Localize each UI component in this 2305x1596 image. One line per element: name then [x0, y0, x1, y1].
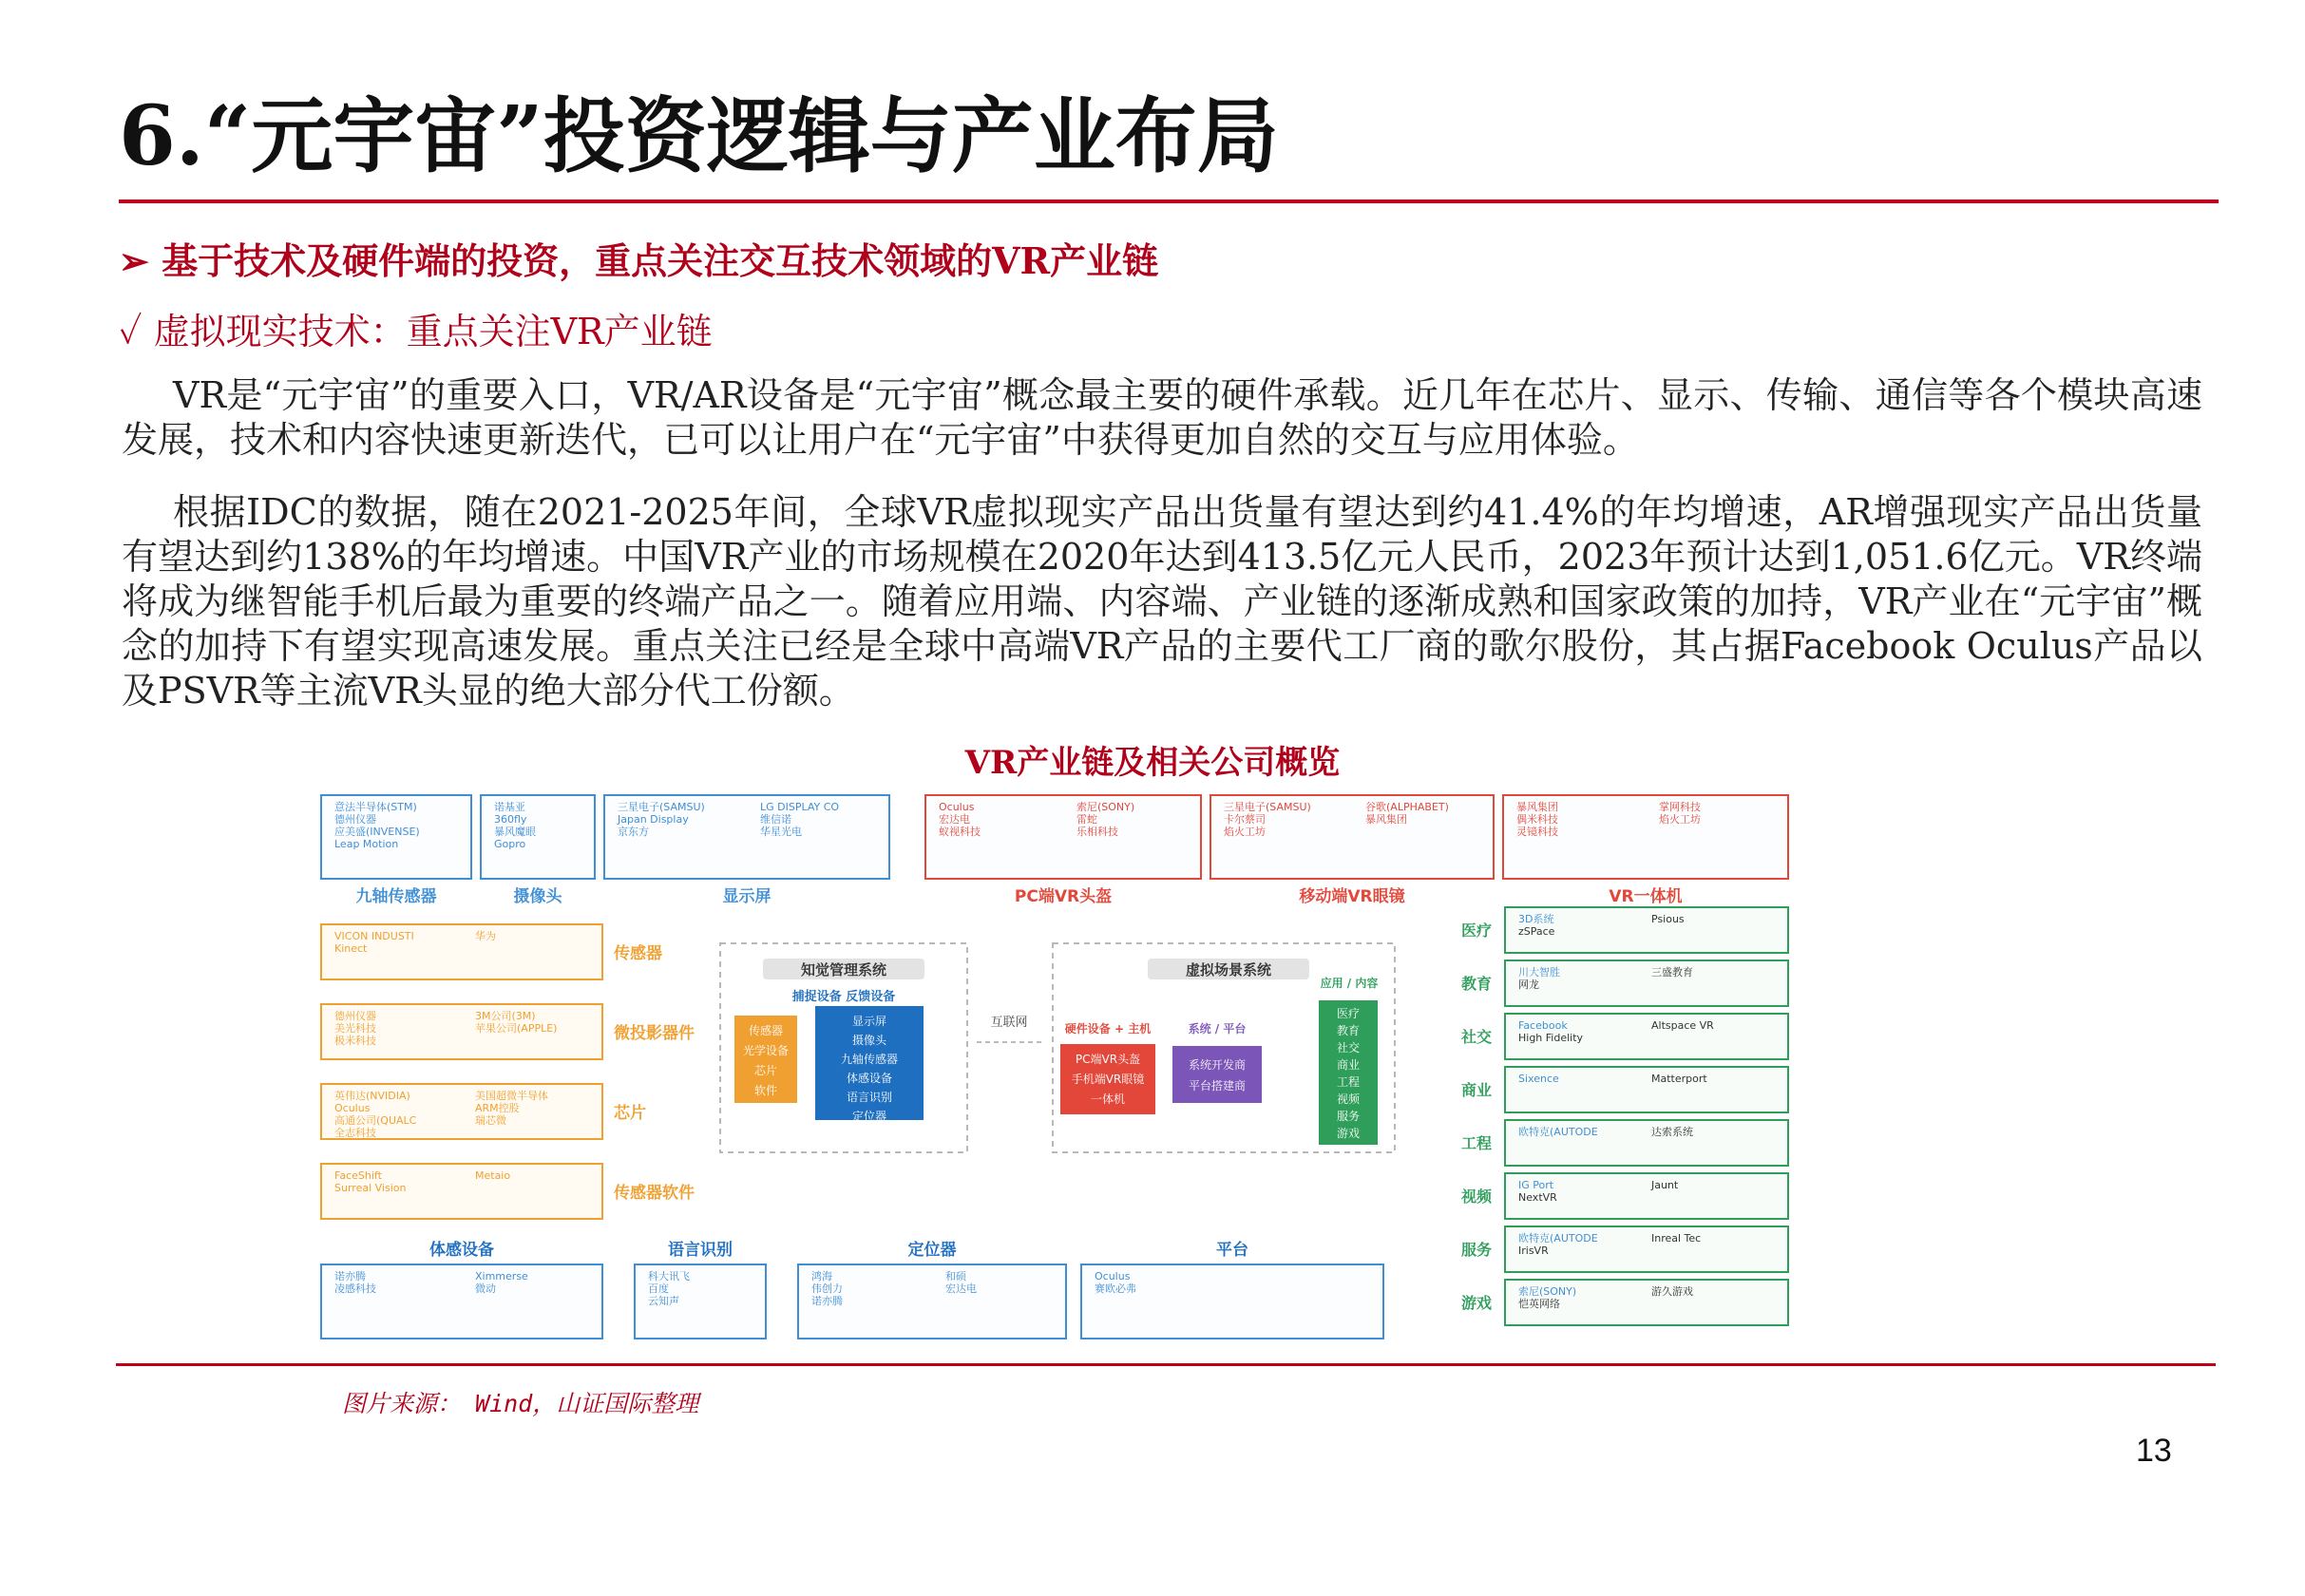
- bottom-box-label: 语言识别: [668, 1241, 733, 1260]
- top-box-item: 三星电子(SAMSU): [1224, 801, 1311, 813]
- left-box-item: ARM控股: [475, 1102, 520, 1114]
- perception-blue-item: 体感设备: [846, 1072, 893, 1085]
- bottom-box-item: 百度: [648, 1282, 669, 1295]
- right-row-item: Jaunt: [1651, 1179, 1679, 1191]
- virtual-green-block: [1319, 1000, 1378, 1145]
- right-row-item: 达索系统: [1651, 1126, 1693, 1138]
- left-box-label: 芯片: [614, 1104, 646, 1123]
- virtual-red-item: 手机端VR眼镜: [1071, 1073, 1145, 1086]
- right-row-item: 索尼(SONY): [1518, 1285, 1577, 1298]
- top-box-item: 焰火工坊: [1659, 813, 1701, 826]
- virtual-green-item: 视频: [1336, 1092, 1361, 1106]
- perception-blue-item: 语言识别: [846, 1091, 893, 1104]
- bottom-box-label: 平台: [1216, 1241, 1248, 1260]
- perception-orange-item: 芯片: [753, 1064, 778, 1077]
- bottom-box-item: 凌感科技: [334, 1282, 376, 1295]
- top-box-label: PC端VR头盔: [1014, 887, 1113, 906]
- right-row-label: 游戏: [1460, 1294, 1492, 1312]
- right-row-item: Facebook: [1518, 1019, 1568, 1032]
- top-box-item: 索尼(SONY): [1076, 801, 1135, 813]
- top-box-item: 焰火工坊: [1224, 826, 1266, 838]
- bottom-box-item: 诺亦腾: [334, 1270, 366, 1282]
- top-box-item: 诺基亚: [494, 801, 525, 813]
- virtual-red-item: PC端VR头盔: [1075, 1053, 1141, 1066]
- section-heading: ➢ 基于技术及硬件端的投资，重点关注交互技术领域的VR产业链: [119, 239, 1159, 282]
- right-row-item: 游久游戏: [1651, 1285, 1693, 1298]
- top-box-label: 移动端VR眼镜: [1299, 887, 1405, 906]
- figure-divider: [116, 1363, 2216, 1366]
- bottom-box-item: 和硕: [945, 1270, 966, 1282]
- virtual-label: 虚拟场景系统: [1185, 961, 1272, 978]
- left-box-item: 英伟达(NVIDIA): [334, 1090, 410, 1102]
- bottom-box-item: 宏达电: [945, 1282, 977, 1295]
- right-row-item: 3D系统: [1518, 913, 1554, 925]
- right-row-item: Sixence: [1518, 1073, 1559, 1085]
- top-box-item: 宏达电: [939, 813, 970, 826]
- bottom-box-item: 鸿海: [811, 1270, 832, 1282]
- bottom-box-item: 伟创力: [811, 1282, 843, 1295]
- virtual-red-item: 一体机: [1090, 1092, 1126, 1106]
- virtual-green-item: 社交: [1336, 1041, 1361, 1054]
- top-box-item: LG DISPLAY CO: [760, 801, 840, 813]
- right-row-label: 医疗: [1460, 922, 1492, 940]
- left-box-item: Metaio: [475, 1169, 511, 1182]
- left-box-label: 传感器: [614, 944, 662, 963]
- top-box-item: Japan Display: [618, 813, 689, 826]
- right-row-item: IrisVR: [1518, 1244, 1549, 1257]
- bottom-box-label: 定位器: [907, 1241, 957, 1260]
- perception-blue-item: 显示屏: [851, 1015, 887, 1028]
- perception-blue-item: 九轴传感器: [840, 1053, 899, 1066]
- left-box-item: VICON INDUSTI: [334, 930, 414, 942]
- left-box-label: 传感器软件: [614, 1184, 695, 1203]
- virtual-purple-item: 平台搭建商: [1188, 1079, 1247, 1092]
- right-row-item: 三盛教育: [1651, 966, 1693, 978]
- top-box-item: 灵镜科技: [1516, 826, 1558, 838]
- virtual-purple-block: [1172, 1046, 1262, 1103]
- top-box-item: Oculus: [939, 801, 975, 813]
- left-box-label: 微投影器件: [614, 1024, 695, 1043]
- bottom-box-item: Oculus: [1095, 1270, 1131, 1282]
- right-row-item: Inreal Tec: [1651, 1232, 1702, 1244]
- right-row-item: 网龙: [1518, 978, 1539, 991]
- top-box-label: 九轴传感器: [355, 887, 437, 906]
- top-box-item: 蚁视科技: [939, 826, 981, 838]
- right-row-item: 欧特克(AUTODE: [1518, 1232, 1598, 1244]
- right-row-label: 视频: [1460, 1188, 1492, 1206]
- top-box-item: 三星电子(SAMSU): [618, 801, 705, 813]
- top-box-item: 卡尔蔡司: [1224, 813, 1266, 826]
- right-row-item: NextVR: [1518, 1191, 1557, 1204]
- right-row-item: Altspace VR: [1651, 1019, 1714, 1032]
- right-row-item: 恺英网络: [1518, 1298, 1560, 1310]
- top-box-item: 暴风集团: [1516, 801, 1558, 813]
- top-box-item: 偶米科技: [1516, 813, 1558, 826]
- virtual-purple-item: 系统开发商: [1188, 1058, 1247, 1072]
- top-box-item: 暴风集团: [1365, 813, 1407, 826]
- bottom-box-item: 赛欧必弗: [1095, 1282, 1136, 1295]
- right-row-label: 教育: [1460, 975, 1492, 993]
- bottom-box-item: 诺亦腾: [811, 1295, 843, 1307]
- left-box-item: 美光科技: [334, 1022, 376, 1035]
- perception-blue-item: 定位器: [851, 1110, 887, 1123]
- right-row-item: Psious: [1651, 913, 1685, 925]
- left-box-item: Surreal Vision: [334, 1182, 407, 1194]
- right-row-item: 欧特克(AUTODE: [1518, 1126, 1598, 1138]
- bottom-box-item: Ximmerse: [475, 1270, 528, 1282]
- right-row-item: IG Port: [1518, 1179, 1554, 1191]
- right-row-label: 服务: [1460, 1241, 1492, 1259]
- left-box-item: 德州仪器: [334, 1010, 376, 1022]
- vr-industry-chain-diagram: [312, 784, 1822, 1344]
- page-title: 6.“元宇宙”投资逻辑与产业布局: [119, 88, 1279, 184]
- top-box-label: 摄像头: [513, 887, 562, 906]
- figure-title: VR产业链及相关公司概览: [964, 744, 1341, 782]
- top-box-item: Gopro: [494, 838, 526, 850]
- page-number: 13: [2136, 1433, 2172, 1469]
- bottom-box-item: 云知声: [648, 1295, 679, 1307]
- top-box-item: 乐相科技: [1076, 826, 1118, 838]
- top-box-item: 意法半导体(STM): [334, 801, 417, 813]
- right-row-label: 商业: [1460, 1081, 1492, 1099]
- top-box-item: Leap Motion: [334, 838, 399, 850]
- perception-orange-item: 光学设备: [742, 1044, 790, 1057]
- bottom-box-item: 微动: [475, 1282, 496, 1295]
- top-box-item: 谷歌(ALPHABET): [1365, 801, 1449, 813]
- top-box-item: 应美盛(INVENSE): [334, 826, 420, 838]
- bottom-box-item: 科大讯飞: [648, 1270, 690, 1282]
- right-row-label: 社交: [1460, 1028, 1492, 1046]
- paragraph-2: 根据IDC的数据，随在2021-2025年间，全球VR虚拟现实产品出货量有望达到约41.4%的年均增速，AR增强现实产品出货量有望达到约138%的年均增速。中国VR产业的市场规模在2020年达到413.5亿元人民币，2023年预计达到1,051.6亿元。VR终端将成为继智能手机后最为重要的终端产品之一。随着应用端、内容端、产业链的逐渐成熟和国家政策的加持，VR产业在“元宇宙”概念的加持下有望实现高速发展。重点关注已经是全球中高端VR产品的主要代工厂商的歌尔股份，其占据Facebook Oculus产品以及PSVR等主流VR头显的绝大部分代工份额。: [122, 491, 2202, 712]
- top-box-item: 华星光电: [760, 826, 802, 838]
- left-box-item: 全志科技: [334, 1127, 376, 1139]
- top-box-item: 德州仪器: [334, 813, 376, 826]
- top-box-label: 显示屏: [722, 887, 772, 906]
- perception-orange-item: 软件: [753, 1084, 778, 1097]
- left-box-item: 高通公司(QUALC: [334, 1114, 417, 1127]
- right-row-item: 川大智胜: [1518, 966, 1560, 978]
- top-box-item: 暴风魔眼: [494, 826, 536, 838]
- left-box-item: 瑞芯微: [475, 1114, 506, 1127]
- virtual-hw-head: 硬件设备 + 主机: [1064, 1022, 1152, 1036]
- virtual-app-head: 应用 / 内容: [1320, 977, 1379, 990]
- top-box-item: 掌网科技: [1659, 801, 1701, 813]
- perception-label: 知觉管理系统: [800, 961, 887, 978]
- virtual-green-item: 商业: [1336, 1058, 1361, 1072]
- top-box-item: 京东方: [618, 826, 649, 838]
- right-row-item: zSPace: [1518, 925, 1555, 938]
- perception-orange-item: 传感器: [748, 1024, 784, 1037]
- left-box-item: 美国超微半导体: [475, 1090, 548, 1102]
- virtual-green-item: 医疗: [1336, 1007, 1361, 1020]
- bottom-box-label: 体感设备: [429, 1241, 494, 1260]
- top-box-item: 维信诺: [760, 813, 791, 826]
- left-box-item: Oculus: [334, 1102, 371, 1114]
- virtual-green-item: 工程: [1336, 1075, 1361, 1089]
- virtual-green-item: 教育: [1336, 1024, 1361, 1037]
- right-row-item: High Fidelity: [1518, 1032, 1584, 1044]
- perception-subhead: 捕捉设备 反馈设备: [791, 990, 896, 1004]
- top-box-label: VR一体机: [1609, 887, 1683, 906]
- left-box-item: 极米科技: [334, 1035, 376, 1047]
- left-box-item: 苹果公司(APPLE): [475, 1022, 558, 1035]
- internet-label: 互联网: [990, 1016, 1028, 1030]
- sub-heading: ✓ 虚拟现实技术：重点关注VR产业链: [119, 311, 713, 352]
- virtual-green-item: 游戏: [1336, 1127, 1361, 1140]
- paragraph-1: VR是“元宇宙”的重要入口，VR/AR设备是“元宇宙”概念最主要的硬件承载。近几年在芯片、显示、传输、通信等各个模块高速发展，技术和内容快速更新迭代，已可以让用户在“元宇宙”中获得更加自然的交互与应用体验。: [122, 374, 2202, 461]
- figure-source: 图片来源： Wind，山证国际整理: [342, 1390, 699, 1417]
- virtual-platform-head: 系统 / 平台: [1188, 1022, 1247, 1036]
- title-divider: [119, 200, 2219, 203]
- perception-blue-item: 摄像头: [851, 1034, 887, 1047]
- left-box-item: 3M公司(3M): [475, 1010, 536, 1022]
- top-box-item: 雷蛇: [1076, 813, 1097, 826]
- virtual-green-item: 服务: [1336, 1110, 1361, 1123]
- left-box-item: FaceShift: [334, 1169, 382, 1182]
- left-box-item: 华为: [475, 930, 496, 942]
- left-box-item: Kinect: [334, 942, 368, 955]
- top-box-item: 360fly: [494, 813, 527, 826]
- right-row-item: Matterport: [1651, 1073, 1707, 1085]
- right-row-label: 工程: [1460, 1134, 1492, 1152]
